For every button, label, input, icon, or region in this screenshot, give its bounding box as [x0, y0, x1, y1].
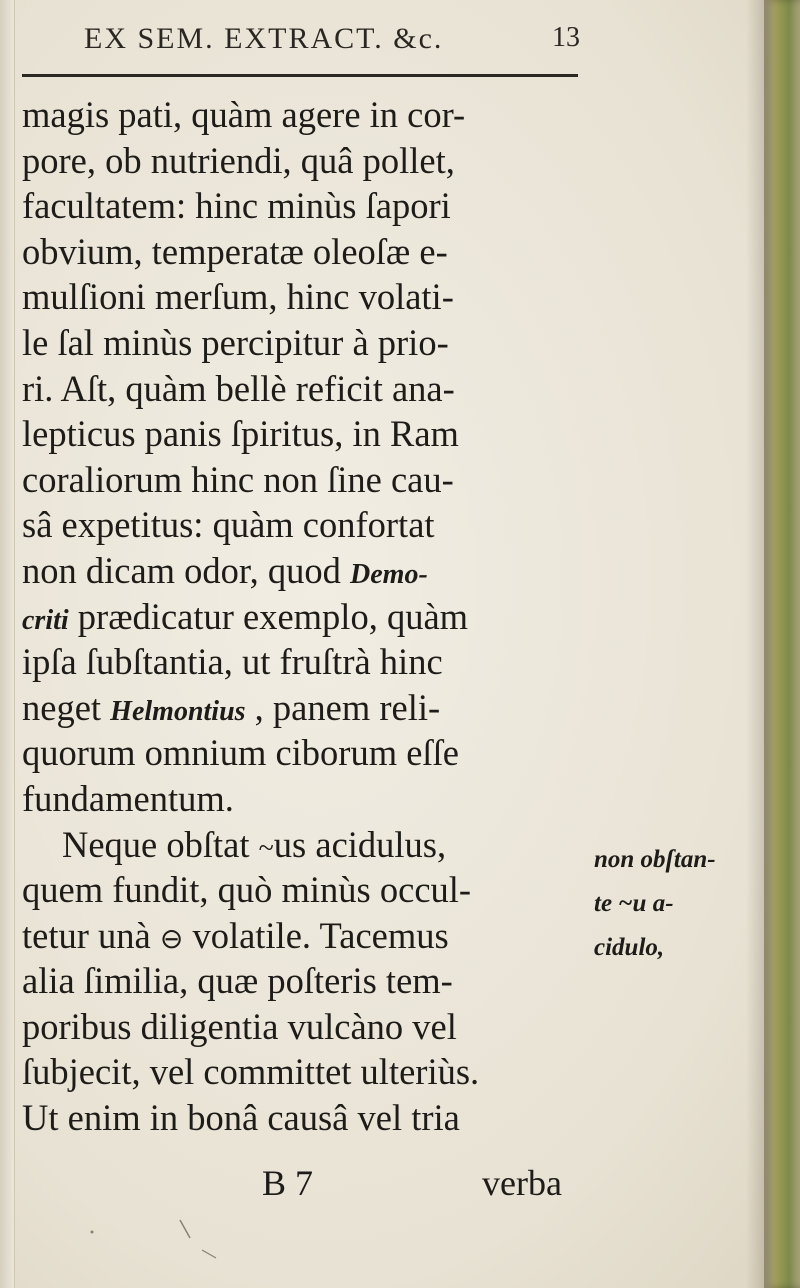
text-segment: fundamentum. — [22, 777, 234, 819]
speck — [202, 1250, 216, 1258]
marginal-note — [594, 838, 764, 970]
signature-mark: B 7 — [262, 1163, 314, 1203]
page-gutter — [0, 0, 15, 1288]
text-line — [22, 183, 594, 229]
text-line — [22, 913, 594, 959]
text-segment: volatile. Tacemus — [183, 914, 449, 956]
text-segment: us acidulus, — [273, 823, 447, 865]
italic-name: Demo- — [350, 558, 428, 590]
text-segment: lepticus panis ſpiritus, in Ram — [22, 413, 459, 455]
italic-name: Helmontius — [110, 695, 246, 727]
text-line — [22, 366, 594, 412]
text-segment: magis pati, quàm agere in cor- — [22, 94, 466, 135]
text-segment: ſubjecit, vel committet ulteriùs. — [22, 1051, 480, 1093]
text-segment: facultatem: hinc minùs ſapori — [22, 185, 451, 227]
text-segment: ipſa ſubſtantia, ut fruſtrà hinc — [22, 641, 443, 683]
text-line — [22, 958, 594, 1004]
text-segment: poribus diligentia vulcàno vel — [22, 1005, 457, 1047]
text-segment: quorum omnium ciborum eſſe — [22, 732, 459, 774]
text-line — [22, 822, 594, 868]
header-rule — [22, 74, 578, 77]
text-line — [22, 776, 594, 822]
text-line — [22, 1095, 594, 1141]
text-line — [22, 274, 594, 320]
text-line — [22, 320, 594, 366]
text-line — [22, 229, 594, 275]
text-segment: pore, ob nutriendi, quâ pollet, — [22, 139, 455, 181]
text-segment: obvium, temperatæ oleoſæ e- — [22, 230, 448, 272]
text-line — [22, 730, 594, 776]
marginal-note-line: te ~u a- — [594, 890, 674, 917]
text-segment: le ſal minùs percipitur à prio- — [22, 321, 449, 363]
text-line — [22, 867, 594, 913]
body-text — [22, 92, 594, 1141]
running-title: EX SEM. EXTRACT. &c. — [84, 22, 444, 55]
text-line — [22, 1004, 594, 1050]
text-line — [22, 457, 594, 503]
text-line — [22, 92, 594, 138]
speck — [180, 1220, 190, 1238]
alchemical-symbol: ~ — [258, 832, 274, 864]
text-segment: non dicam odor, quod — [22, 549, 351, 591]
marginal-note-line: non obſtan- — [594, 846, 716, 873]
text-line — [22, 639, 594, 685]
text-segment: , panem reli- — [245, 686, 441, 728]
text-line — [22, 594, 594, 640]
text-segment: coraliorum hinc non ſine cau- — [22, 458, 454, 500]
text-segment: Ut enim in bonâ causâ vel tria — [22, 1097, 460, 1139]
text-segment: sâ expetitus: quàm confortat — [22, 504, 435, 546]
text-segment: alia ſimilia, quæ poſteris tem- — [22, 960, 453, 1002]
page-number: 13 — [552, 22, 580, 53]
text-segment: tetur unà — [22, 914, 160, 956]
text-segment: neget — [22, 686, 111, 728]
alchemical-symbol: ⊖ — [159, 923, 184, 955]
text-segment: ri. Aſt, quàm bellè reficit ana- — [22, 367, 455, 409]
book-edge — [764, 0, 800, 1288]
text-line — [22, 548, 594, 594]
text-line — [22, 1049, 594, 1095]
paper-specks — [22, 1210, 582, 1270]
text-line — [22, 502, 594, 548]
text-segment: prædicatur exemplo, quàm — [68, 595, 469, 637]
marginal-note-line: cidulo, — [594, 934, 665, 961]
page-footer — [0, 1162, 600, 1202]
catchword: verba — [482, 1163, 562, 1203]
text-line — [22, 411, 594, 457]
text-segment: Neque obſtat — [62, 823, 259, 865]
italic-name: criti — [22, 604, 69, 636]
text-segment: mulſioni merſum, hinc volati- — [22, 276, 454, 318]
speck — [91, 1231, 94, 1234]
text-line — [22, 685, 594, 731]
text-segment: quem fundit, quò minùs occul- — [22, 869, 472, 911]
text-line — [22, 138, 594, 184]
